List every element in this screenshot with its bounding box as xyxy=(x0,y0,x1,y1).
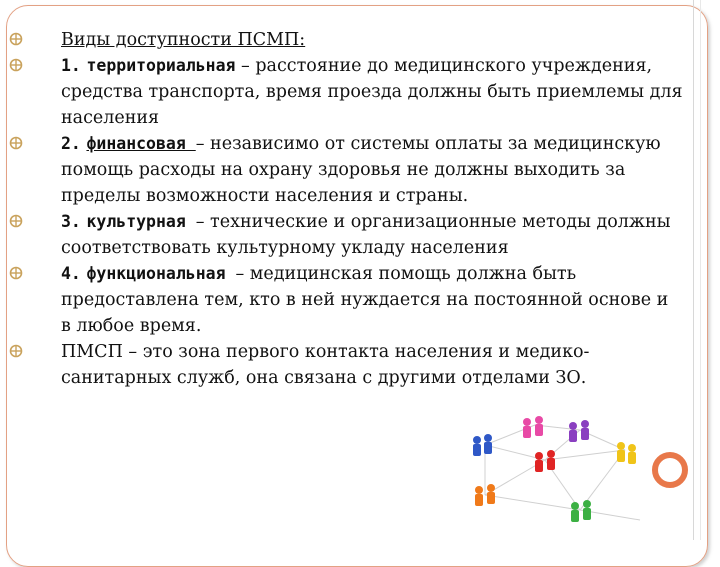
item-term: финансовая xyxy=(86,134,196,153)
item-description: – технические и организационные методы должны соответствовать культурному укладу населения xyxy=(61,212,671,258)
item-description: – расстояние до медицинского учреждения, средства транспорта, время проезда должны быть приемлемы для населения xyxy=(61,56,683,128)
corner-circle-decoration xyxy=(652,452,688,488)
bullet-icon xyxy=(8,213,24,229)
item-description: – медицинская помощь должна быть предоставлена тем, кто в ней нуждается на постоянной основе и в любое время. xyxy=(61,264,669,336)
side-rule-outer xyxy=(700,0,701,540)
person-group-blue xyxy=(473,434,492,456)
list-item xyxy=(8,131,683,209)
item-number: 1. xyxy=(61,56,81,75)
bullet-list xyxy=(8,27,683,391)
side-rule xyxy=(693,0,694,540)
item-term: территориальная xyxy=(86,56,236,75)
bullet-icon xyxy=(8,31,24,47)
summary-text: ПМСП – это зона первого контакта населения и медико-санитарных служб, она связана с другими отделами ЗО. xyxy=(61,342,590,388)
list-item xyxy=(8,261,683,339)
people-network-icon xyxy=(455,410,655,540)
person-group-yellow xyxy=(617,442,636,464)
item-number: 4. xyxy=(61,264,81,283)
bullet-icon xyxy=(8,265,24,281)
item-number: 3. xyxy=(61,212,81,231)
list-item-summary xyxy=(8,339,683,391)
section-heading: Виды доступности ПСМП: xyxy=(61,30,306,50)
item-number: 2. xyxy=(61,134,81,153)
person-group-red xyxy=(535,450,555,472)
item-term: культурная xyxy=(86,212,196,231)
list-item xyxy=(8,209,683,261)
item-term: функциональная xyxy=(86,264,236,283)
list-item-heading xyxy=(8,27,683,53)
bullet-icon xyxy=(8,343,24,359)
bullet-icon xyxy=(8,135,24,151)
list-item xyxy=(8,53,683,131)
bullet-icon xyxy=(8,57,24,73)
person-group-pink xyxy=(523,416,543,438)
person-group-green xyxy=(571,500,591,522)
item-description: – независимо от системы оплаты за медицинскую помощь расходы на охрану здоровья не должны выходить за пределы возможности населения и страны. xyxy=(61,134,661,206)
